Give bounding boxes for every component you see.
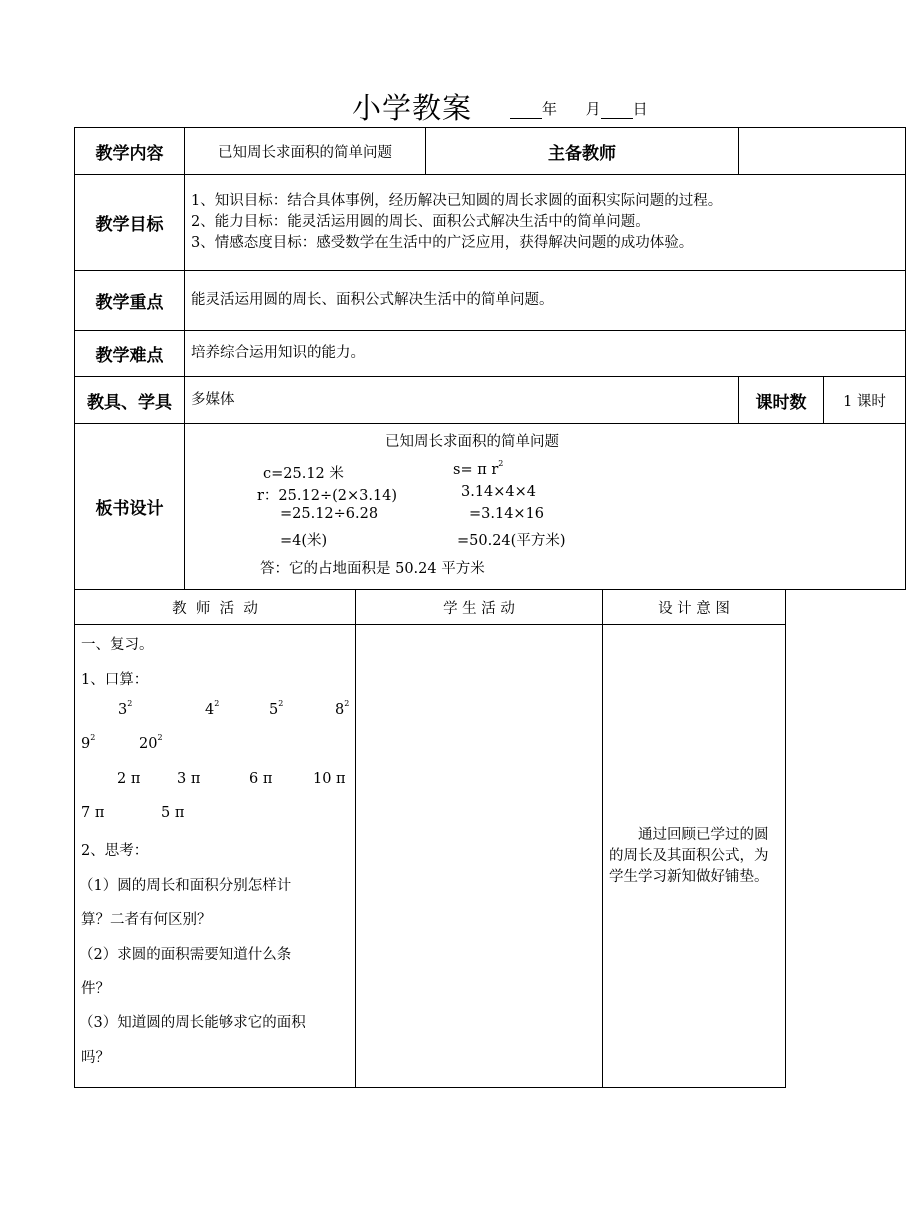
board-s-line2: =3.14×16 xyxy=(469,505,545,522)
goals-list xyxy=(185,175,906,271)
square-item: $20^2$ xyxy=(139,733,163,752)
focus-label: 教学重点 xyxy=(75,271,185,331)
board-s-line: s= π $r^2$ xyxy=(453,458,504,478)
design-intent-text: 通过回顾已学过的圆的周长及其面积公式，为学生学习新知做好铺垫。 xyxy=(609,826,769,885)
teacher-label: 主备教师 xyxy=(426,128,739,175)
square-item: $9^2$ xyxy=(81,733,96,752)
square-item: $3^2$ xyxy=(118,699,133,718)
header xyxy=(0,86,860,130)
hours-value: 1 课时 xyxy=(824,377,906,424)
question-3-cont: 吗？ xyxy=(81,1050,110,1066)
board-c-line: c=25.12 米 xyxy=(263,465,344,482)
board-design xyxy=(185,424,906,590)
pi-item: 3 π xyxy=(177,771,201,787)
lesson-info-table xyxy=(74,127,906,590)
thinking-heading: 2、思考： xyxy=(81,843,149,859)
board-title: 已知周长求面积的简单问题 xyxy=(385,433,559,450)
square-item: $8^2$ xyxy=(335,699,350,718)
design-intent-cell xyxy=(603,625,786,1088)
activities-table xyxy=(74,589,786,1088)
question-1-cont: 算？二者有何区别？ xyxy=(81,912,212,928)
question-1: （1）圆的周长和面积分别怎样计 xyxy=(79,878,292,894)
tools-label: 教具、学具 xyxy=(75,377,185,424)
content-label: 教学内容 xyxy=(75,128,185,175)
board-s-line3: =50.24(平方米) xyxy=(457,532,566,549)
pi-item: 10 π xyxy=(313,771,346,787)
goals-label: 教学目标 xyxy=(75,175,185,271)
design-intent-header: 设 计 意 图 xyxy=(603,590,786,625)
goal-item: 1、知识目标：结合具体事例，经历解决已知圆的周长求圆的面积实际问题的过程。 xyxy=(191,193,723,209)
question-2-cont: 件？ xyxy=(81,981,110,997)
pi-item: 2 π xyxy=(117,771,141,787)
square-item: $4^2$ xyxy=(205,699,220,718)
date-month: 月 xyxy=(585,100,601,118)
pi-item: 6 π xyxy=(249,771,273,787)
mental-math-heading: 1、口算： xyxy=(81,672,149,688)
question-2: （2）求圆的面积需要知道什么条 xyxy=(79,947,292,963)
board-label: 板书设计 xyxy=(75,424,185,590)
pi-item: 7 π xyxy=(81,805,105,821)
difficulty-label: 教学难点 xyxy=(75,331,185,377)
date-year: 年 xyxy=(542,100,558,118)
board-s-line1: 3.14×4×4 xyxy=(461,483,537,500)
difficulty-value: 培养综合运用知识的能力。 xyxy=(185,331,906,377)
teacher-value xyxy=(739,128,906,175)
page-title: 小学教案 xyxy=(352,91,473,125)
goal-item: 3、情感态度目标：感受数学在生活中的广泛应用，获得解决问题的成功体验。 xyxy=(191,235,694,251)
board-r-line1: r：25.12÷(2×3.14) xyxy=(257,487,398,504)
student-activity-cell xyxy=(356,625,603,1088)
date-day: 日 xyxy=(632,100,648,118)
board-answer: 答：它的占地面积是 50.24 平方米 xyxy=(260,560,485,577)
pi-item: 5 π xyxy=(161,805,185,821)
student-activity-header: 学 生 活 动 xyxy=(356,590,603,625)
question-3: （3）知道圆的周长能够求它的面积 xyxy=(79,1015,306,1031)
review-heading: 一、复习。 xyxy=(81,637,154,653)
teacher-activity-header: 教 师 活 动 xyxy=(75,590,356,625)
board-r-line2: =25.12÷6.28 xyxy=(280,505,379,522)
goal-item: 2、能力目标：能灵活运用圆的周长、面积公式解决生活中的简单问题。 xyxy=(191,214,650,230)
date-line xyxy=(510,98,648,119)
content-value: 已知周长求面积的简单问题 xyxy=(185,128,426,175)
board-r-line3: =4(米) xyxy=(280,532,328,549)
teacher-activity-cell xyxy=(75,625,356,1088)
square-item: $5^2$ xyxy=(269,699,284,718)
tools-value: 多媒体 xyxy=(185,377,739,424)
focus-value: 能灵活运用圆的周长、面积公式解决生活中的简单问题。 xyxy=(185,271,906,331)
hours-label: 课时数 xyxy=(739,377,824,424)
